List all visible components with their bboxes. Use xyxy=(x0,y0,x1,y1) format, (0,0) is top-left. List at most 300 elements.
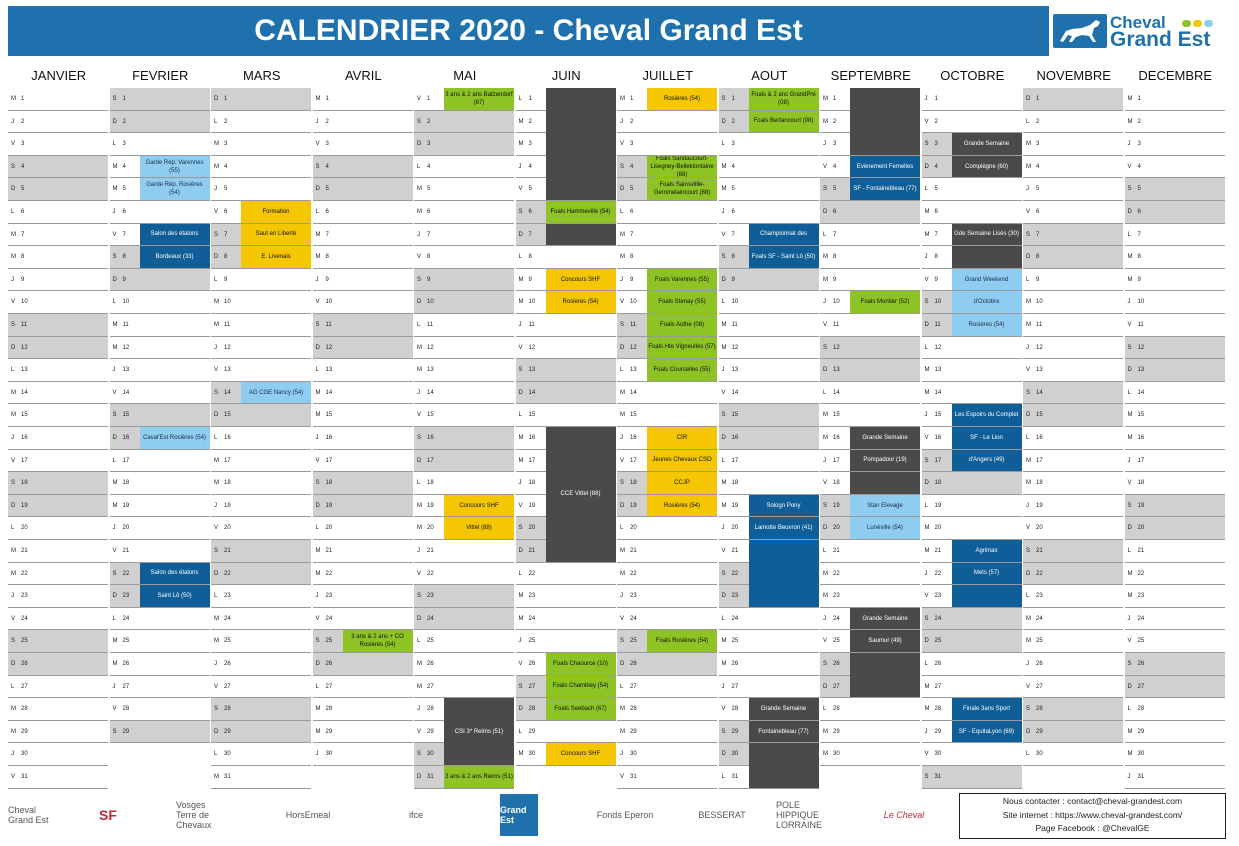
day-cell[interactable] xyxy=(414,676,514,699)
day-cell[interactable] xyxy=(1023,495,1123,518)
day-cell[interactable] xyxy=(211,540,311,563)
day-cell[interactable] xyxy=(516,721,616,744)
day-cell[interactable] xyxy=(617,201,717,224)
day-cell[interactable] xyxy=(211,337,311,360)
calendar-event[interactable]: Caval'Est Rosières (54) xyxy=(140,427,210,449)
day-cell[interactable] xyxy=(922,201,1022,224)
day-cell[interactable] xyxy=(8,291,108,314)
calendar-event[interactable] xyxy=(749,743,819,787)
calendar-event[interactable]: Bordeaux (33) xyxy=(140,246,210,268)
calendar-event[interactable]: Foals Montier (52) xyxy=(850,291,920,313)
day-cell[interactable] xyxy=(110,630,210,653)
day-cell[interactable] xyxy=(110,540,210,563)
day-cell[interactable] xyxy=(1023,630,1123,653)
day-cell[interactable] xyxy=(1023,608,1123,631)
day-cell[interactable] xyxy=(617,721,717,744)
day-cell[interactable] xyxy=(820,314,920,337)
calendar-event[interactable]: CIR xyxy=(647,427,717,449)
calendar-event[interactable]: Championnat des xyxy=(749,224,819,246)
day-cell[interactable] xyxy=(8,630,108,653)
day-cell[interactable] xyxy=(617,585,717,608)
day-cell[interactable] xyxy=(1023,88,1123,111)
day-cell[interactable] xyxy=(414,427,514,450)
day-cell[interactable] xyxy=(719,653,819,676)
day-cell[interactable] xyxy=(8,382,108,405)
day-cell[interactable] xyxy=(313,676,413,699)
day-cell[interactable] xyxy=(110,450,210,473)
day-cell[interactable] xyxy=(922,472,1022,495)
day-cell[interactable] xyxy=(1125,314,1225,337)
day-cell[interactable] xyxy=(516,404,616,427)
day-cell[interactable] xyxy=(922,495,1022,518)
day-cell[interactable] xyxy=(211,585,311,608)
calendar-event[interactable]: Saint Lô (50) xyxy=(140,585,210,607)
calendar-event[interactable]: Foals Chaource (10) xyxy=(546,653,616,675)
day-cell[interactable] xyxy=(313,472,413,495)
day-cell[interactable] xyxy=(313,495,413,518)
day-cell[interactable] xyxy=(617,743,717,766)
day-cell[interactable] xyxy=(414,608,514,631)
calendar-event[interactable] xyxy=(546,224,616,246)
day-cell[interactable] xyxy=(211,472,311,495)
day-cell[interactable] xyxy=(719,178,819,201)
day-cell[interactable] xyxy=(414,563,514,586)
day-cell[interactable] xyxy=(1125,472,1225,495)
calendar-event[interactable]: Vittel (88) xyxy=(444,517,514,539)
calendar-event[interactable]: Salon des étalons xyxy=(140,563,210,585)
day-cell[interactable] xyxy=(922,630,1022,653)
day-cell[interactable] xyxy=(516,630,616,653)
calendar-event[interactable] xyxy=(850,88,920,155)
day-cell[interactable] xyxy=(516,246,616,269)
day-cell[interactable] xyxy=(719,472,819,495)
calendar-event[interactable]: Les Espoirs du Complet xyxy=(952,404,1022,426)
day-cell[interactable] xyxy=(1023,676,1123,699)
day-cell[interactable] xyxy=(1125,698,1225,721)
day-cell[interactable] xyxy=(110,653,210,676)
day-cell[interactable] xyxy=(211,291,311,314)
day-cell[interactable] xyxy=(1125,404,1225,427)
calendar-event[interactable]: AG CGE Nancy (54) xyxy=(241,382,311,404)
day-cell[interactable] xyxy=(1023,291,1123,314)
day-cell[interactable] xyxy=(820,721,920,744)
calendar-event[interactable]: Concours SHF xyxy=(546,743,616,765)
day-cell[interactable] xyxy=(820,269,920,292)
day-cell[interactable] xyxy=(1125,608,1225,631)
day-cell[interactable] xyxy=(211,314,311,337)
day-cell[interactable] xyxy=(211,563,311,586)
day-cell[interactable] xyxy=(8,224,108,247)
day-cell[interactable] xyxy=(1125,359,1225,382)
day-cell[interactable] xyxy=(1125,382,1225,405)
day-cell[interactable] xyxy=(211,178,311,201)
day-cell[interactable] xyxy=(110,337,210,360)
day-cell[interactable] xyxy=(110,472,210,495)
calendar-event[interactable]: Garde Rép. Varennes (55) xyxy=(140,156,210,178)
day-cell[interactable] xyxy=(110,698,210,721)
day-cell[interactable] xyxy=(211,653,311,676)
calendar-event[interactable]: Compiègne (60) xyxy=(952,156,1022,178)
day-cell[interactable] xyxy=(211,359,311,382)
calendar-event[interactable]: Mets (57) xyxy=(952,563,1022,585)
day-cell[interactable] xyxy=(820,337,920,360)
day-cell[interactable] xyxy=(110,495,210,518)
day-cell[interactable] xyxy=(8,472,108,495)
day-cell[interactable] xyxy=(211,743,311,766)
day-cell[interactable] xyxy=(719,359,819,382)
day-cell[interactable] xyxy=(1023,178,1123,201)
day-cell[interactable] xyxy=(8,178,108,201)
day-cell[interactable] xyxy=(414,540,514,563)
day-cell[interactable] xyxy=(1023,743,1123,766)
day-cell[interactable] xyxy=(1125,743,1225,766)
day-cell[interactable] xyxy=(313,224,413,247)
day-cell[interactable] xyxy=(1023,404,1123,427)
calendar-event[interactable]: Saumur (49) xyxy=(850,630,920,652)
day-cell[interactable] xyxy=(110,676,210,699)
day-cell[interactable] xyxy=(313,314,413,337)
day-cell[interactable] xyxy=(8,585,108,608)
day-cell[interactable] xyxy=(1125,766,1225,789)
day-cell[interactable] xyxy=(313,111,413,134)
day-cell[interactable] xyxy=(8,540,108,563)
calendar-event[interactable]: CCJP xyxy=(647,472,717,494)
day-cell[interactable] xyxy=(414,630,514,653)
day-cell[interactable] xyxy=(617,111,717,134)
day-cell[interactable] xyxy=(313,382,413,405)
calendar-event[interactable]: Foals Courcelles (55) xyxy=(647,359,717,381)
day-cell[interactable] xyxy=(414,472,514,495)
day-cell[interactable] xyxy=(313,698,413,721)
day-cell[interactable] xyxy=(1023,540,1123,563)
day-cell[interactable] xyxy=(313,563,413,586)
day-cell[interactable] xyxy=(617,133,717,156)
day-cell[interactable] xyxy=(1023,450,1123,473)
day-cell[interactable] xyxy=(211,269,311,292)
day-cell[interactable] xyxy=(8,201,108,224)
day-cell[interactable] xyxy=(1125,224,1225,247)
day-cell[interactable] xyxy=(211,630,311,653)
day-cell[interactable] xyxy=(110,404,210,427)
day-cell[interactable] xyxy=(820,224,920,247)
day-cell[interactable] xyxy=(313,721,413,744)
day-cell[interactable] xyxy=(1125,585,1225,608)
calendar-event[interactable] xyxy=(850,472,920,494)
day-cell[interactable] xyxy=(8,359,108,382)
day-cell[interactable] xyxy=(414,585,514,608)
day-cell[interactable] xyxy=(313,337,413,360)
day-cell[interactable] xyxy=(313,291,413,314)
day-cell[interactable] xyxy=(617,676,717,699)
day-cell[interactable] xyxy=(1125,427,1225,450)
day-cell[interactable] xyxy=(1023,382,1123,405)
day-cell[interactable] xyxy=(617,404,717,427)
day-cell[interactable] xyxy=(922,743,1022,766)
day-cell[interactable] xyxy=(8,517,108,540)
day-cell[interactable] xyxy=(719,156,819,179)
day-cell[interactable] xyxy=(313,585,413,608)
day-cell[interactable] xyxy=(8,721,108,744)
day-cell[interactable] xyxy=(820,743,920,766)
calendar-event[interactable]: Lamotte Beuvron (41) xyxy=(749,517,819,539)
day-cell[interactable] xyxy=(617,540,717,563)
day-cell[interactable] xyxy=(719,450,819,473)
day-cell[interactable] xyxy=(617,653,717,676)
day-cell[interactable] xyxy=(1023,156,1123,179)
day-cell[interactable] xyxy=(110,88,210,111)
day-cell[interactable] xyxy=(922,111,1022,134)
calendar-event[interactable]: Sologn Pony xyxy=(749,495,819,517)
day-cell[interactable] xyxy=(1125,563,1225,586)
calendar-event[interactable]: Fontainebleau (77) xyxy=(749,721,819,743)
day-cell[interactable] xyxy=(313,201,413,224)
day-cell[interactable] xyxy=(1023,111,1123,134)
day-cell[interactable] xyxy=(414,382,514,405)
calendar-event[interactable]: Salon des étalons xyxy=(140,224,210,246)
day-cell[interactable] xyxy=(820,382,920,405)
day-cell[interactable] xyxy=(414,314,514,337)
day-cell[interactable] xyxy=(414,359,514,382)
day-cell[interactable] xyxy=(516,314,616,337)
calendar-event[interactable]: Foals Rosières (54) xyxy=(647,630,717,652)
calendar-event[interactable]: SF - Fontainebleau (77) xyxy=(850,178,920,200)
day-cell[interactable] xyxy=(719,337,819,360)
day-cell[interactable] xyxy=(313,133,413,156)
day-cell[interactable] xyxy=(719,608,819,631)
day-cell[interactable] xyxy=(1125,676,1225,699)
day-cell[interactable] xyxy=(8,608,108,631)
day-cell[interactable] xyxy=(719,630,819,653)
calendar-event[interactable]: Concours SHF xyxy=(546,269,616,291)
day-cell[interactable] xyxy=(1023,653,1123,676)
day-cell[interactable] xyxy=(922,608,1022,631)
day-cell[interactable] xyxy=(8,246,108,269)
day-cell[interactable] xyxy=(1023,201,1123,224)
day-cell[interactable] xyxy=(516,608,616,631)
day-cell[interactable] xyxy=(1023,698,1123,721)
day-cell[interactable] xyxy=(922,382,1022,405)
calendar-event[interactable]: 3 ans & 2 ans Batzendorf (67) xyxy=(444,88,514,110)
calendar-event[interactable]: Agrimax xyxy=(952,540,1022,562)
day-cell[interactable] xyxy=(414,269,514,292)
calendar-event[interactable]: Saut en Liberté xyxy=(241,224,311,246)
day-cell[interactable] xyxy=(617,563,717,586)
day-cell[interactable] xyxy=(516,382,616,405)
day-cell[interactable] xyxy=(110,269,210,292)
day-cell[interactable] xyxy=(1125,291,1225,314)
day-cell[interactable] xyxy=(516,563,616,586)
day-cell[interactable] xyxy=(313,359,413,382)
day-cell[interactable] xyxy=(313,517,413,540)
day-cell[interactable] xyxy=(719,291,819,314)
day-cell[interactable] xyxy=(8,88,108,111)
day-cell[interactable] xyxy=(211,88,311,111)
calendar-event[interactable] xyxy=(952,246,1022,268)
calendar-event[interactable]: Grand Weekend xyxy=(952,269,1022,291)
calendar-event[interactable]: CCE Vittel (88) xyxy=(546,427,616,562)
day-cell[interactable] xyxy=(313,608,413,631)
day-cell[interactable] xyxy=(922,653,1022,676)
calendar-event[interactable]: Jeunes Chevaux CSO xyxy=(647,450,717,472)
day-cell[interactable] xyxy=(922,178,1022,201)
day-cell[interactable] xyxy=(110,359,210,382)
day-cell[interactable] xyxy=(110,314,210,337)
calendar-event[interactable]: E. Livenais xyxy=(241,246,311,268)
day-cell[interactable] xyxy=(8,314,108,337)
calendar-event[interactable]: d'Octobre xyxy=(952,291,1022,313)
calendar-event[interactable]: 3 ans & 2 ans + CO Rosières (54) xyxy=(343,630,413,652)
day-cell[interactable] xyxy=(1023,359,1123,382)
day-cell[interactable] xyxy=(313,246,413,269)
day-cell[interactable] xyxy=(820,585,920,608)
day-cell[interactable] xyxy=(211,517,311,540)
day-cell[interactable] xyxy=(719,269,819,292)
day-cell[interactable] xyxy=(516,585,616,608)
day-cell[interactable] xyxy=(516,337,616,360)
calendar-event[interactable]: Rosières (54) xyxy=(952,314,1022,336)
calendar-event[interactable]: SF - EquitaLyon (69) xyxy=(952,721,1022,743)
day-cell[interactable] xyxy=(414,156,514,179)
day-cell[interactable] xyxy=(313,269,413,292)
day-cell[interactable] xyxy=(719,427,819,450)
calendar-event[interactable]: Finale 3ans Sport xyxy=(952,698,1022,720)
day-cell[interactable] xyxy=(313,178,413,201)
day-cell[interactable] xyxy=(1125,88,1225,111)
day-cell[interactable] xyxy=(1023,314,1123,337)
calendar-event[interactable]: Rosières (54) xyxy=(647,495,717,517)
calendar-event[interactable]: Foals Hte Vigneulles (57) xyxy=(647,337,717,359)
day-cell[interactable] xyxy=(110,517,210,540)
day-cell[interactable] xyxy=(211,427,311,450)
day-cell[interactable] xyxy=(617,766,717,789)
day-cell[interactable] xyxy=(1023,563,1123,586)
calendar-event[interactable]: Foals Sainsvillle-Gemmelaincourt (88) xyxy=(647,178,717,200)
day-cell[interactable] xyxy=(414,201,514,224)
calendar-event[interactable]: Grande Semaine xyxy=(749,698,819,720)
day-cell[interactable] xyxy=(1023,721,1123,744)
day-cell[interactable] xyxy=(414,337,514,360)
day-cell[interactable] xyxy=(1125,111,1225,134)
day-cell[interactable] xyxy=(211,156,311,179)
day-cell[interactable] xyxy=(1023,585,1123,608)
day-cell[interactable] xyxy=(211,450,311,473)
day-cell[interactable] xyxy=(1125,133,1225,156)
day-cell[interactable] xyxy=(8,563,108,586)
day-cell[interactable] xyxy=(313,653,413,676)
day-cell[interactable] xyxy=(1023,337,1123,360)
day-cell[interactable] xyxy=(414,111,514,134)
day-cell[interactable] xyxy=(211,698,311,721)
day-cell[interactable] xyxy=(1125,495,1225,518)
day-cell[interactable] xyxy=(110,608,210,631)
day-cell[interactable] xyxy=(414,246,514,269)
day-cell[interactable] xyxy=(1125,269,1225,292)
calendar-event[interactable]: Foals Hammeville (54) xyxy=(546,201,616,223)
day-cell[interactable] xyxy=(110,201,210,224)
day-cell[interactable] xyxy=(313,156,413,179)
calendar-event[interactable] xyxy=(952,585,1022,607)
day-cell[interactable] xyxy=(516,359,616,382)
day-cell[interactable] xyxy=(1125,630,1225,653)
calendar-event[interactable]: Grande Semaine xyxy=(952,133,1022,155)
day-cell[interactable] xyxy=(1125,156,1225,179)
day-cell[interactable] xyxy=(820,563,920,586)
day-cell[interactable] xyxy=(1023,517,1123,540)
day-cell[interactable] xyxy=(617,246,717,269)
day-cell[interactable] xyxy=(8,133,108,156)
day-cell[interactable] xyxy=(211,495,311,518)
day-cell[interactable] xyxy=(313,743,413,766)
day-cell[interactable] xyxy=(313,404,413,427)
day-cell[interactable] xyxy=(1023,472,1123,495)
calendar-event[interactable]: Rosières (54) xyxy=(546,291,616,313)
day-cell[interactable] xyxy=(719,676,819,699)
day-cell[interactable] xyxy=(8,653,108,676)
calendar-event[interactable]: Foals & 2 ans GrandPré (08) xyxy=(749,88,819,110)
calendar-event[interactable] xyxy=(749,540,819,607)
day-cell[interactable] xyxy=(211,111,311,134)
calendar-event[interactable]: Rosières (54) xyxy=(647,88,717,110)
calendar-event[interactable]: Foals Authe (08) xyxy=(647,314,717,336)
day-cell[interactable] xyxy=(1023,246,1123,269)
day-cell[interactable] xyxy=(617,517,717,540)
day-cell[interactable] xyxy=(1125,178,1225,201)
day-cell[interactable] xyxy=(8,450,108,473)
day-cell[interactable] xyxy=(617,608,717,631)
day-cell[interactable] xyxy=(820,201,920,224)
day-cell[interactable] xyxy=(8,337,108,360)
day-cell[interactable] xyxy=(8,698,108,721)
calendar-event[interactable]: Evènement Femelles xyxy=(850,156,920,178)
day-cell[interactable] xyxy=(8,269,108,292)
day-cell[interactable] xyxy=(1125,721,1225,744)
day-cell[interactable] xyxy=(414,178,514,201)
day-cell[interactable] xyxy=(414,291,514,314)
day-cell[interactable] xyxy=(8,404,108,427)
day-cell[interactable] xyxy=(211,721,311,744)
day-cell[interactable] xyxy=(820,359,920,382)
day-cell[interactable] xyxy=(617,224,717,247)
day-cell[interactable] xyxy=(719,382,819,405)
day-cell[interactable] xyxy=(8,766,108,789)
day-cell[interactable] xyxy=(1125,540,1225,563)
calendar-event[interactable]: Foals SF - Saint Lô (50) xyxy=(749,246,819,268)
day-cell[interactable] xyxy=(110,111,210,134)
day-cell[interactable] xyxy=(719,201,819,224)
calendar-event[interactable]: Formation xyxy=(241,201,311,223)
day-cell[interactable] xyxy=(719,404,819,427)
calendar-event[interactable]: Foals Stenay (55) xyxy=(647,291,717,313)
day-cell[interactable] xyxy=(719,133,819,156)
day-cell[interactable] xyxy=(414,450,514,473)
calendar-event[interactable]: Lunéville (54) xyxy=(850,517,920,539)
day-cell[interactable] xyxy=(922,766,1022,789)
calendar-event[interactable]: d'Angers (49) xyxy=(952,450,1022,472)
day-cell[interactable] xyxy=(922,359,1022,382)
day-cell[interactable] xyxy=(922,88,1022,111)
calendar-event[interactable]: Garde Rép. Rosières (54) xyxy=(140,178,210,200)
day-cell[interactable] xyxy=(211,608,311,631)
day-cell[interactable] xyxy=(1023,133,1123,156)
day-cell[interactable] xyxy=(8,111,108,134)
day-cell[interactable] xyxy=(1023,224,1123,247)
day-cell[interactable] xyxy=(922,676,1022,699)
day-cell[interactable] xyxy=(8,743,108,766)
calendar-event[interactable]: SF - Le Lion xyxy=(952,427,1022,449)
day-cell[interactable] xyxy=(211,676,311,699)
day-cell[interactable] xyxy=(1125,201,1225,224)
day-cell[interactable] xyxy=(820,404,920,427)
